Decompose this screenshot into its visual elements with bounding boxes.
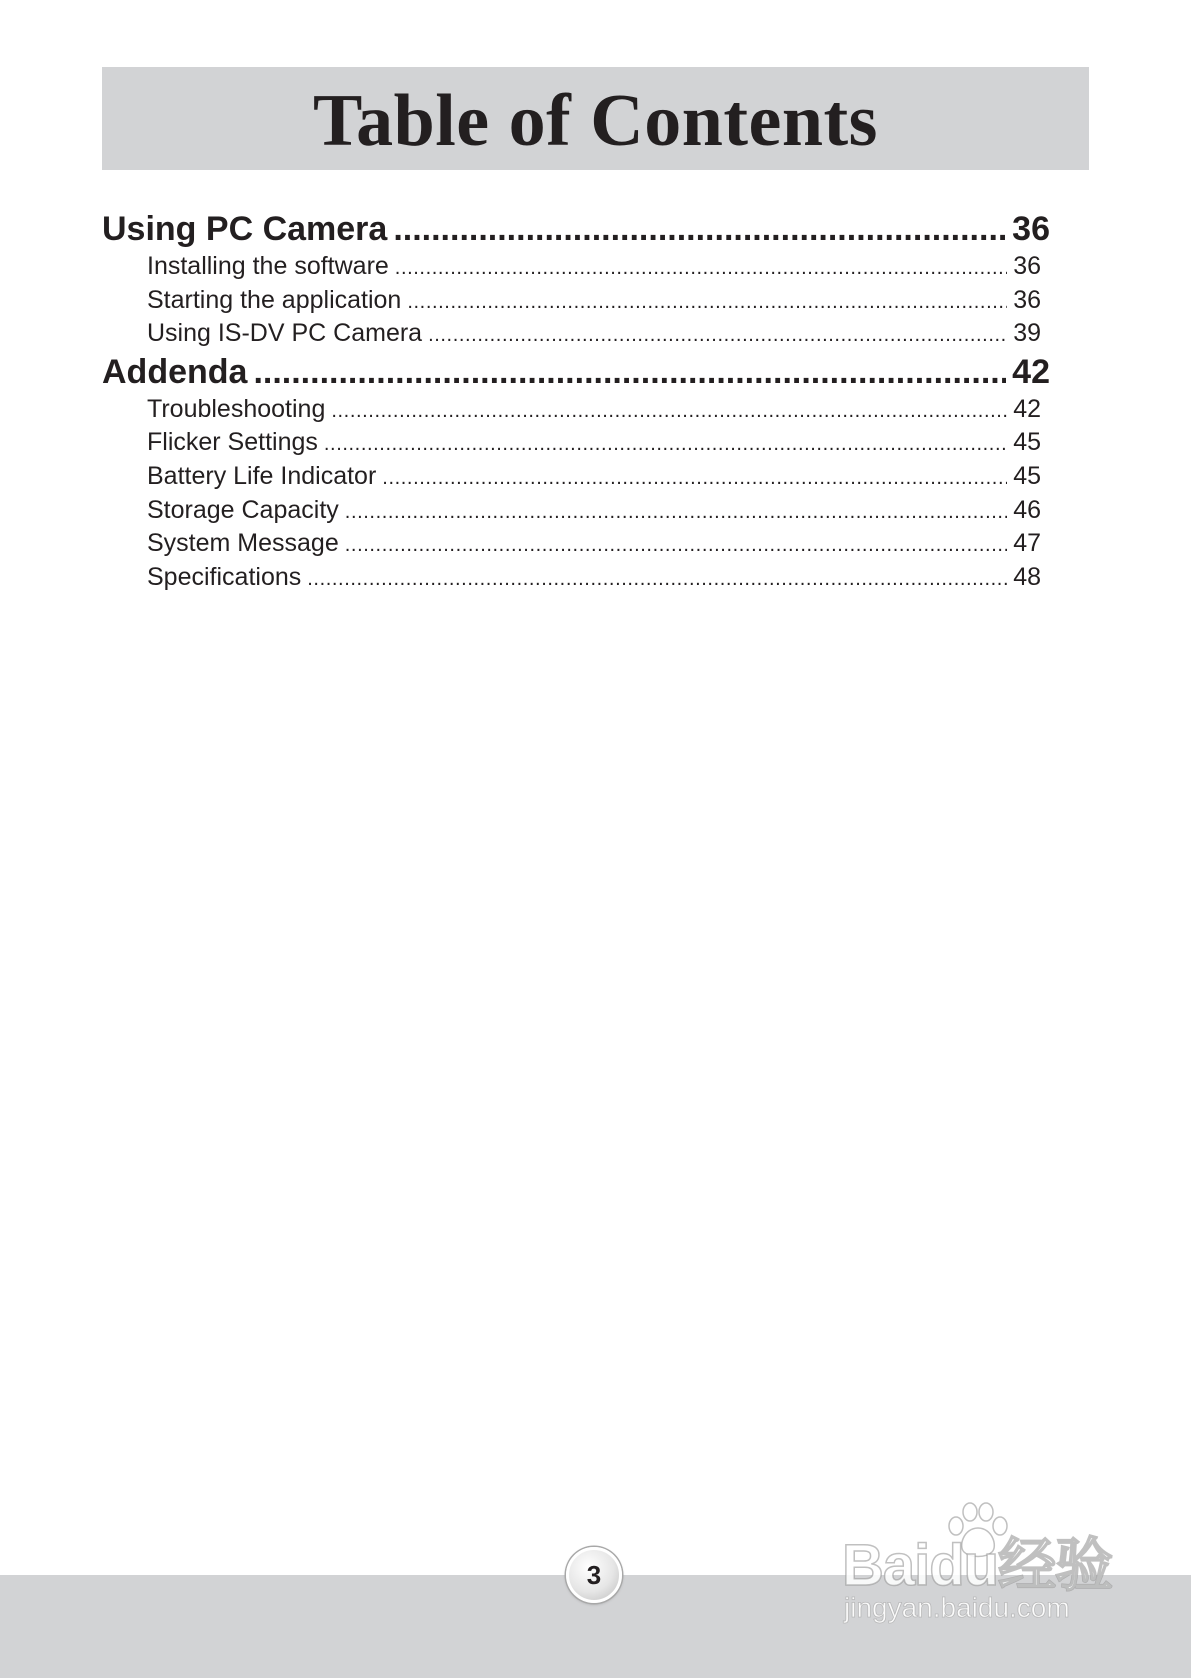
dot-leader xyxy=(324,428,1007,462)
toc-entry-storage-capacity[interactable] xyxy=(147,494,1041,528)
toc-section-page: 36 xyxy=(1012,210,1050,248)
dot-leader xyxy=(393,208,1006,250)
toc-entry-title: System Message xyxy=(147,529,339,558)
toc-entry-page: 46 xyxy=(1013,495,1041,524)
dot-leader xyxy=(307,563,1007,597)
toc-entry-using-is-dv-pc-camera[interactable] xyxy=(147,317,1041,351)
toc-entry-title: Starting the application xyxy=(147,285,402,314)
page-title: Table of Contents xyxy=(313,79,878,162)
toc-entry-page: 45 xyxy=(1013,461,1041,490)
toc-entry-starting-the-application[interactable] xyxy=(147,284,1041,318)
toc-entry-page: 45 xyxy=(1013,428,1041,457)
toc-section-using-pc-camera[interactable] xyxy=(102,208,1050,250)
dot-leader xyxy=(382,462,1007,496)
toc-entry-specifications[interactable] xyxy=(147,561,1041,595)
dot-leader xyxy=(395,252,1007,286)
toc-entry-installing-the-software[interactable] xyxy=(147,250,1041,284)
toc-entry-page: 48 xyxy=(1013,562,1041,591)
toc-section-page: 42 xyxy=(1012,352,1050,391)
toc-entry-page: 47 xyxy=(1013,529,1041,558)
toc-entry-page: 42 xyxy=(1013,394,1041,423)
toc-entry-system-message[interactable] xyxy=(147,527,1041,561)
toc-entry-title: Battery Life Indicator xyxy=(147,461,377,490)
toc-section-title: Addenda xyxy=(102,352,248,391)
dot-leader xyxy=(331,395,1007,429)
toc-section-title: Using PC Camera xyxy=(102,210,388,248)
page-number-badge: 3 xyxy=(566,1547,622,1603)
watermark-url: jingyan.baidu.com xyxy=(844,1592,1070,1623)
dot-leader xyxy=(253,351,1006,393)
toc-entry-page: 36 xyxy=(1013,285,1041,314)
title-band xyxy=(102,67,1089,170)
dot-leader xyxy=(407,286,1007,320)
toc-entry-page: 36 xyxy=(1013,252,1041,280)
toc-entry-title: Flicker Settings xyxy=(147,428,318,457)
toc-entry-flicker-settings[interactable] xyxy=(147,426,1041,460)
toc-entry-title: Specifications xyxy=(147,562,302,591)
toc-section-addenda[interactable] xyxy=(102,351,1050,393)
baidu-watermark xyxy=(842,1500,1132,1630)
toc-entry-title: Installing the software xyxy=(147,252,389,280)
watermark-logo: Baidu经验 xyxy=(842,1533,1113,1598)
dot-leader xyxy=(345,496,1007,530)
toc-entry-title: Storage Capacity xyxy=(147,495,339,524)
toc-entry-battery-life-indicator[interactable] xyxy=(147,460,1041,494)
dot-leader xyxy=(428,319,1007,353)
toc-entry-title: Troubleshooting xyxy=(147,394,326,423)
toc-entry-title: Using IS-DV PC Camera xyxy=(147,319,423,348)
toc-entry-troubleshooting[interactable] xyxy=(147,393,1041,427)
dot-leader xyxy=(345,529,1007,563)
table-of-contents xyxy=(102,208,1050,594)
toc-entry-page: 39 xyxy=(1013,319,1041,348)
